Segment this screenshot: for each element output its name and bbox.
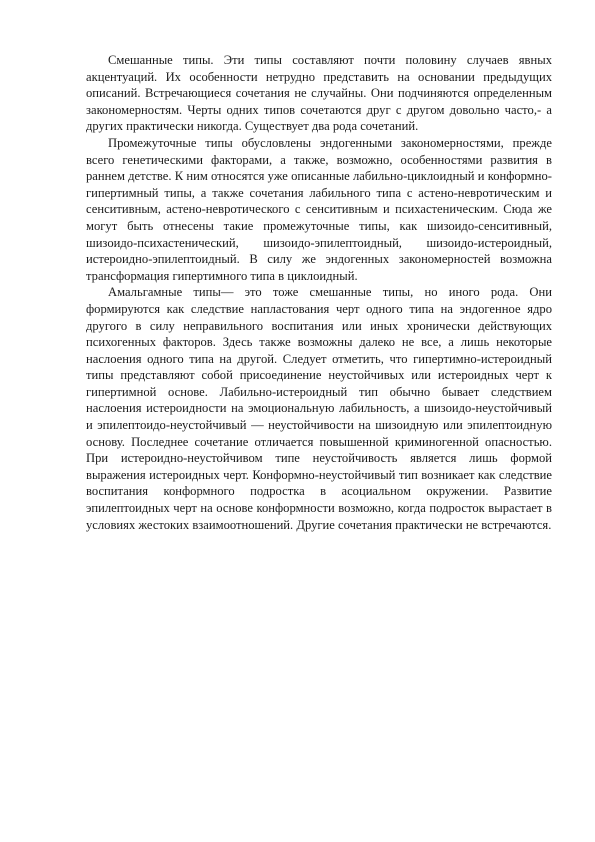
document-body <box>86 52 552 533</box>
paragraph-amalgam-types: Амальгамные типы— это тоже смешанные типы, но иного рода. Они формируются как следствие напластования черт одного типа на эндогенное ядро другого в силу неправильного воспитания или иных хронически действующих психогенных факторов. Здесь также возможны далеко не все, а лишь некоторые наслоения одного типа на другой. Следует отметить, что гипертимно-истероидный типы представляют собой присоединение неустойчивых или истероидных черт к гипертимной основе. Лабильно-истероидный тип обычно бывает следствием наслоения истероидности на эмоциональную лабильность, а шизоидо-неустойчивый и эпилептоидо-неустойчивый — неустойчивости на шизоидную или эпилептоидную основу. Последнее сочетание отличается повышенной криминогенной опасностью. При истероидно-неустойчивом типе неустойчивость является лишь формой выражения истероидных черт. Конформно-неустойчивый тип возникает как следствие воспитания конформного подростка в асоциальном окружении. Развитие эпилептоидных черт на основе конформности возможно, когда подросток вырастает в условиях жестоких взаимоотношений. Другие сочетания практически не встречаются. <box>86 285 552 532</box>
paragraph-mixed-types: Смешанные типы. Эти типы составляют почти половину случаев явных акцентуаций. Их особенности нетрудно представить на основании предыдущих описаний. Встречающиеся сочетания не случайны. Они подчиняются определенным закономерностям. Черты одних типов сочетаются друг с другом довольно часто,- а других практически никогда. Существует два рода сочетаний. <box>86 53 552 134</box>
paragraph-intermediate-types: Промежуточные типы обусловлены эндогенными закономерностями, прежде всего генетическими факторами, а также, возможно, особенностями развития в раннем детстве. К ним относятся уже описанные лабильно-циклоидный и конформно-гипертимный типы, а также сочетания лабильного типа с астено-невротическим и сенситивным, астено-невротического с сенситивным и психастеническим. Сюда же могут быть отнесены такие промежуточные типы, как шизоидо-сенситивный, шизоидо-психастенический, шизоидо-эпилептоидный, шизоидо-истероидный, истероидно-эпилептоидный. В силу же эндогенных закономерностей возможна трансформация гипертимного типа в циклоидный. <box>86 135 552 283</box>
